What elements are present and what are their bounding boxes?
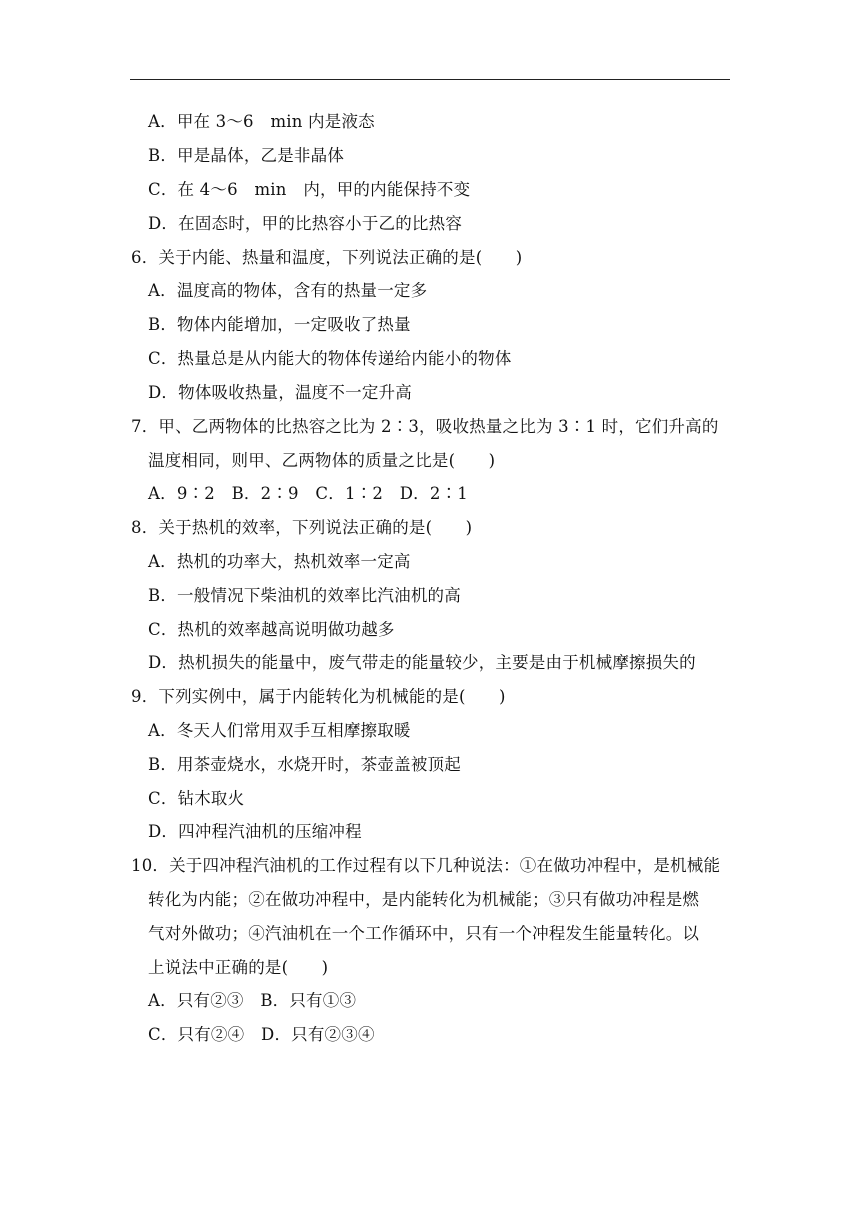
- q6-option-d: D．物体吸收热量，温度不一定升高: [148, 383, 412, 402]
- q8-option-d: D．热机损失的能量中，废气带走的能量较少，主要是由于机械摩擦损失的: [148, 653, 696, 672]
- q5-option-c: C．在 4～6 min 内，甲的内能保持不变: [148, 180, 471, 199]
- q8-option-a: A．热机的功率大，热机效率一定高: [148, 552, 411, 571]
- q9-stem: 9．下列实例中，属于内能转化为机械能的是( ): [131, 687, 506, 706]
- q10-stem-line-1: 10．关于四冲程汽油机的工作过程有以下几种说法：①在做功冲程中，是机械能: [131, 856, 721, 875]
- q9-option-c: C．钻木取火: [148, 789, 245, 808]
- q6-option-c: C．热量总是从内能大的物体传递给内能小的物体: [148, 349, 512, 368]
- q6-option-a: A．温度高的物体，含有的热量一定多: [148, 281, 428, 300]
- q5-option-a: A．甲在 3～6 min 内是液态: [148, 112, 375, 131]
- q6-stem: 6．关于内能、热量和温度，下列说法正确的是( ): [131, 248, 523, 267]
- q7-stem-line-2: 温度相同，则甲、乙两物体的质量之比是( ): [148, 451, 496, 470]
- q8-option-c: C．热机的效率越高说明做功越多: [148, 620, 395, 639]
- q10-stem-line-2: 转化为内能；②在做功冲程中，是内能转化为机械能；③只有做功冲程是燃: [148, 890, 700, 909]
- q10-stem-line-3: 气对外做功；④汽油机在一个工作循环中，只有一个冲程发生能量转化。以: [148, 924, 700, 943]
- q8-stem: 8．关于热机的效率，下列说法正确的是( ): [131, 518, 473, 537]
- q9-option-b: B．用茶壶烧水，水烧开时，茶壶盖被顶起: [148, 755, 461, 774]
- q5-option-b: B．甲是晶体，乙是非晶体: [148, 146, 345, 165]
- q5-option-d: D．在固态时，甲的比热容小于乙的比热容: [148, 214, 463, 233]
- q7-stem-line-1: 7．甲、乙两物体的比热容之比为 2∶3，吸收热量之比为 3∶1 时，它们升高的: [131, 417, 719, 436]
- header-rule: [130, 79, 730, 80]
- q10-options-row-2: C．只有②④ D．只有②③④: [148, 1025, 375, 1044]
- q10-options-row-1: A．只有②③ B．只有①③: [148, 991, 357, 1010]
- q10-stem-line-4: 上说法中正确的是( ): [148, 958, 329, 977]
- q8-option-b: B．一般情况下柴油机的效率比汽油机的高: [148, 586, 461, 605]
- q9-option-d: D．四冲程汽油机的压缩冲程: [148, 822, 362, 841]
- q6-option-b: B．物体内能增加，一定吸收了热量: [148, 315, 411, 334]
- q7-options: A．9∶2 B．2∶9 C．1∶2 D．2∶1: [148, 484, 468, 503]
- q9-option-a: A．冬天人们常用双手互相摩擦取暖: [148, 721, 411, 740]
